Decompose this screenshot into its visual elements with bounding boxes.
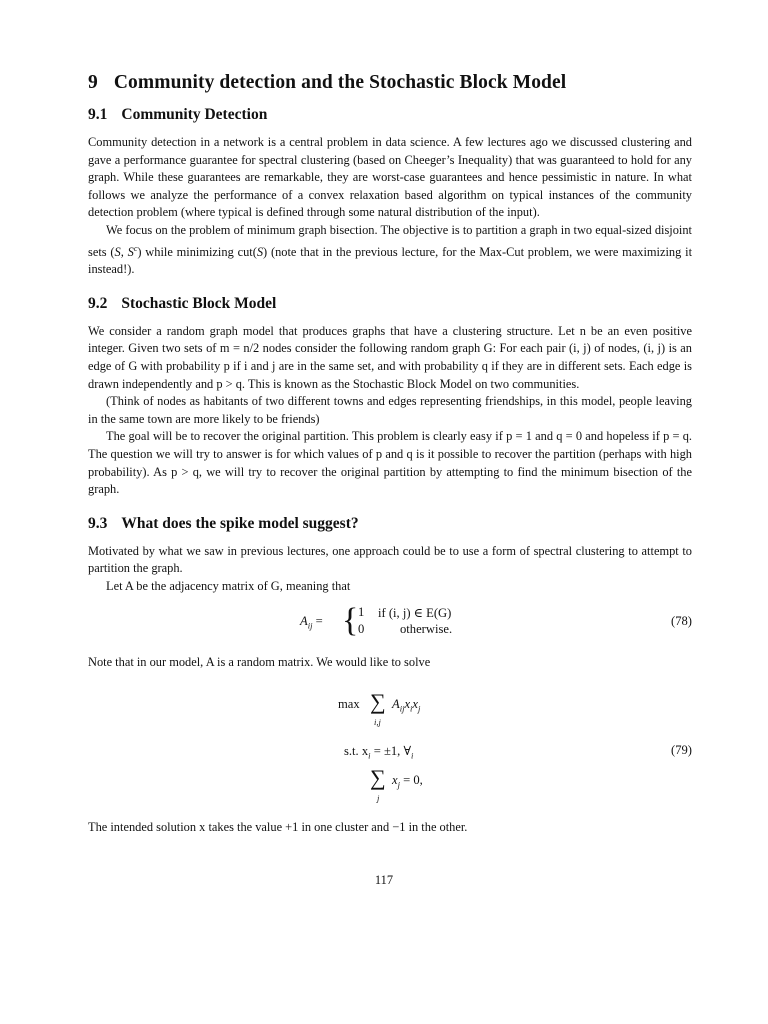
equation-number: (79)	[671, 743, 692, 758]
section-heading-9-3	[88, 515, 692, 533]
chapter-heading	[88, 72, 692, 94]
paragraph: We consider a random graph model that produces graphs that have a clustering structure. Let n be an even positive integer. Given two sets of m = n/2 nodes consider the following random graph G: For each pair (i, j) of nodes, (i, j) is an edge of G with probability p if i and j are in the same set, and with probability q if they are in different sets. Each edge is drawn independently and p > q. This is known as the Stochastic Block Model on two communities.	[88, 323, 692, 391]
section-heading-9-1	[88, 106, 692, 124]
chapter-title: Community detection and the Stochastic Block Model	[113, 72, 567, 93]
paragraph: Let A be the adjacency matrix of G, meaning that	[106, 579, 351, 593]
section-number: 9.2	[88, 294, 108, 312]
equation-number: (78)	[671, 613, 692, 628]
paragraph: The intended solution x takes the value +1 in one cluster and −1 in the other.	[88, 820, 468, 835]
paragraph: The goal will be to recover the original partition. This problem is clearly easy if p = 1 and q = 0 and hopeless if p = q. The question we will try to answer is for which values of p and q is it possible to recover the partition (perhaps with high probability). As p > q, we will try to recover the original partition by attempting to find the minimum bisection of the graph.	[88, 429, 692, 497]
equation-78: $A_{ij}$ = { 1 if (i, j) ∈ E(G) 0 otherwise. (78)	[300, 601, 692, 639]
section-number: 9.3	[88, 514, 108, 532]
page-body	[88, 72, 692, 837]
paragraph: Note that in our model, A is a random matrix. We would like to solve	[88, 654, 431, 669]
paragraph: Community detection in a network is a central problem in data science. A few lectures ago we discussed clustering and gave a performance guarantee for spectral clustering (based on Cheeger’s Inequality) that was guaranteed to hold for any graph. While these guarantees are remarkable, they are worst-case guarantees and hence pessimistic in nature. In what follows we analyze the performance of a convex relaxation based algorithm on typical instances of the community detection problem (where typical is defined through some natural distribution of the input).	[88, 135, 692, 220]
section-heading-9-2	[88, 295, 692, 313]
section-title: What does the spike model suggest?	[121, 514, 359, 532]
paragraph-bisection: We focus on the problem of minimum graph bisection. The objective is to partition a graph in two equal-sized disjoint sets (S, $S^c$) while minimizing cut(S) (note that in the previous lecture, for the Max-Cut problem, we were maximizing it instead!).	[88, 222, 693, 277]
section-title: Community Detection	[121, 106, 268, 123]
equation-79: max ∑ i,j $A_{ij}x_ix_j$ s.t. $x_i = \pm 1$, $\forall_i$ (79) ∑ j $x_j = 0$,	[338, 689, 692, 804]
paragraph: (Think of nodes as habitants of two different towns and edges representing friendships, in this model, people leaving in the same town are more likely to be friends)	[88, 394, 692, 426]
section-title: Stochastic Block Model	[121, 294, 277, 312]
chapter-number: 9	[88, 72, 98, 93]
section-number: 9.1	[88, 106, 108, 123]
paragraph: Motivated by what we saw in previous lectures, one approach could be to use a form of spectral clustering to attempt to partition the graph.	[88, 543, 692, 576]
page-number: 117	[374, 873, 394, 887]
